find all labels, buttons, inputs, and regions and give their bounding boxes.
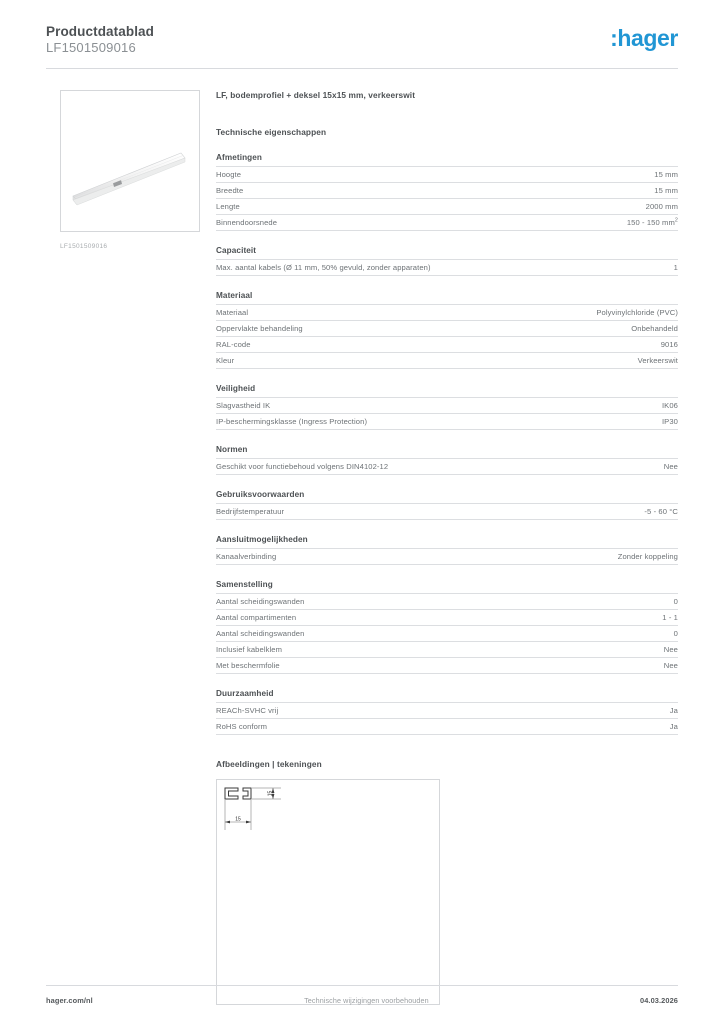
spec-group-title: Aansluitmogelijkheden [216,534,678,549]
technical-specs-title: Technische eigenschappen [216,127,327,137]
spec-row [216,703,678,719]
spec-group [216,688,678,735]
page-footer [46,996,678,1005]
spec-row [216,610,678,626]
spec-row [216,167,678,183]
spec-row [216,719,678,735]
spec-group-title: Samenstelling [216,579,678,594]
spec-value: Nee [663,661,678,670]
header-titles [46,24,154,56]
spec-group-title: Normen [216,444,678,459]
spec-value: Nee [663,645,678,654]
spec-group [216,290,678,369]
header-divider [46,68,678,69]
product-image-caption: LF1501509016 [60,243,108,250]
spec-group-title: Afmetingen [216,152,678,167]
spec-label: Max. aantal kabels (Ø 11 mm, 50% gevuld, zonder apparaten) [216,263,431,272]
spec-label: Slagvastheid IK [216,401,271,410]
spec-row [216,337,678,353]
product-reference: LF1501509016 [46,40,136,55]
spec-label: Bedrijfstemperatuur [216,507,285,516]
spec-group [216,444,678,475]
spec-value: IP30 [661,417,678,426]
spec-group [216,534,678,565]
footer-divider [46,985,678,986]
spec-value: 1 - 1 [662,613,678,622]
dimension-width-label: 15 [235,816,241,823]
spec-label: Oppervlakte behandeling [216,324,303,333]
spec-value: 0 [673,597,678,606]
spec-value-text: 150 - 150 mm [626,218,675,227]
spec-row [216,199,678,215]
spec-value: Verkeerswit [637,356,678,365]
spec-label: Inclusief kabelklem [216,645,283,654]
spec-label: Binnendoorsnede [216,218,278,227]
footer-date: 04.03.2026 [640,996,678,1005]
spec-label: Met beschermfolie [216,661,280,670]
spec-label: RAL-code [216,340,251,349]
spec-label: Lengte [216,202,240,211]
spec-value: Ja [669,706,678,715]
spec-group-title: Capaciteit [216,245,678,260]
drawings-title: Afbeeldingen | tekeningen [216,759,322,769]
spec-group [216,152,678,231]
spec-row [216,183,678,199]
spec-label: RoHS conform [216,722,267,731]
spec-group [216,383,678,430]
spec-group [216,489,678,520]
spec-value: 0 [673,629,678,638]
spec-group-title: Veiligheid [216,383,678,398]
dimension-height-label: 15 [267,790,274,797]
spec-row [216,321,678,337]
spec-label: Hoogte [216,170,242,179]
spec-row [216,626,678,642]
spec-row [216,215,678,231]
profile-cross-section-drawing [219,782,437,892]
spec-value: 15 mm [654,170,678,179]
spec-group [216,245,678,276]
product-image [60,90,200,232]
spec-value: 2000 mm [645,202,678,211]
spec-row [216,504,678,520]
spec-value: Zonder koppeling [617,552,678,561]
spec-value: Nee [663,462,678,471]
spec-value [627,218,678,228]
spec-label: REACh-SVHC vrij [216,706,279,715]
spec-value: IK06 [661,401,678,410]
spec-row [216,260,678,276]
spec-row [216,459,678,475]
spec-row [216,658,678,674]
page-header [46,24,678,68]
spec-label: Breedte [216,186,244,195]
spec-label: Materiaal [216,308,249,317]
product-name: LF, bodemprofiel + deksel 15x15 mm, verkeerswit [216,90,416,100]
spec-label: IP-beschermingsklasse (Ingress Protection) [216,417,368,426]
spec-value: 1 [673,263,678,272]
hager-logo: :hager [610,25,678,51]
spec-row [216,642,678,658]
spec-label: Geschikt voor functiebehoud volgens DIN4102-12 [216,462,389,471]
technical-drawing [216,779,440,1005]
spec-row [216,398,678,414]
spec-row [216,353,678,369]
spec-row [216,305,678,321]
footer-disclaimer: Technische wijzigingen voorbehouden [304,996,429,1005]
spec-row [216,594,678,610]
spec-value: 15 mm [654,186,678,195]
footer-website[interactable]: hager.com/nl [46,996,93,1005]
spec-group-title: Gebruiksvoorwaarden [216,489,678,504]
spec-label: Aantal scheidingswanden [216,597,305,606]
spec-value: 9016 [660,340,678,349]
spec-label: Aantal compartimenten [216,613,297,622]
spec-value: -5 - 60 °C [644,507,678,516]
spec-row [216,549,678,565]
page-title: Productdatablad [46,24,155,39]
spec-label: Kanaalverbinding [216,552,277,561]
spec-value-superscript: 2 [674,217,678,224]
spec-group [216,579,678,674]
spec-row [216,414,678,430]
spec-label: Aantal scheidingswanden [216,629,305,638]
main-content [216,90,678,1005]
spec-label: Kleur [216,356,235,365]
spec-groups [216,152,678,735]
spec-value: Onbehandeld [631,324,678,333]
spec-value: Ja [669,722,678,731]
spec-group-title: Duurzaamheid [216,688,678,703]
product-photo-trunking-profile [69,149,193,209]
spec-group-title: Materiaal [216,290,678,305]
spec-value: Polyvinylchloride (PVC) [596,308,678,317]
